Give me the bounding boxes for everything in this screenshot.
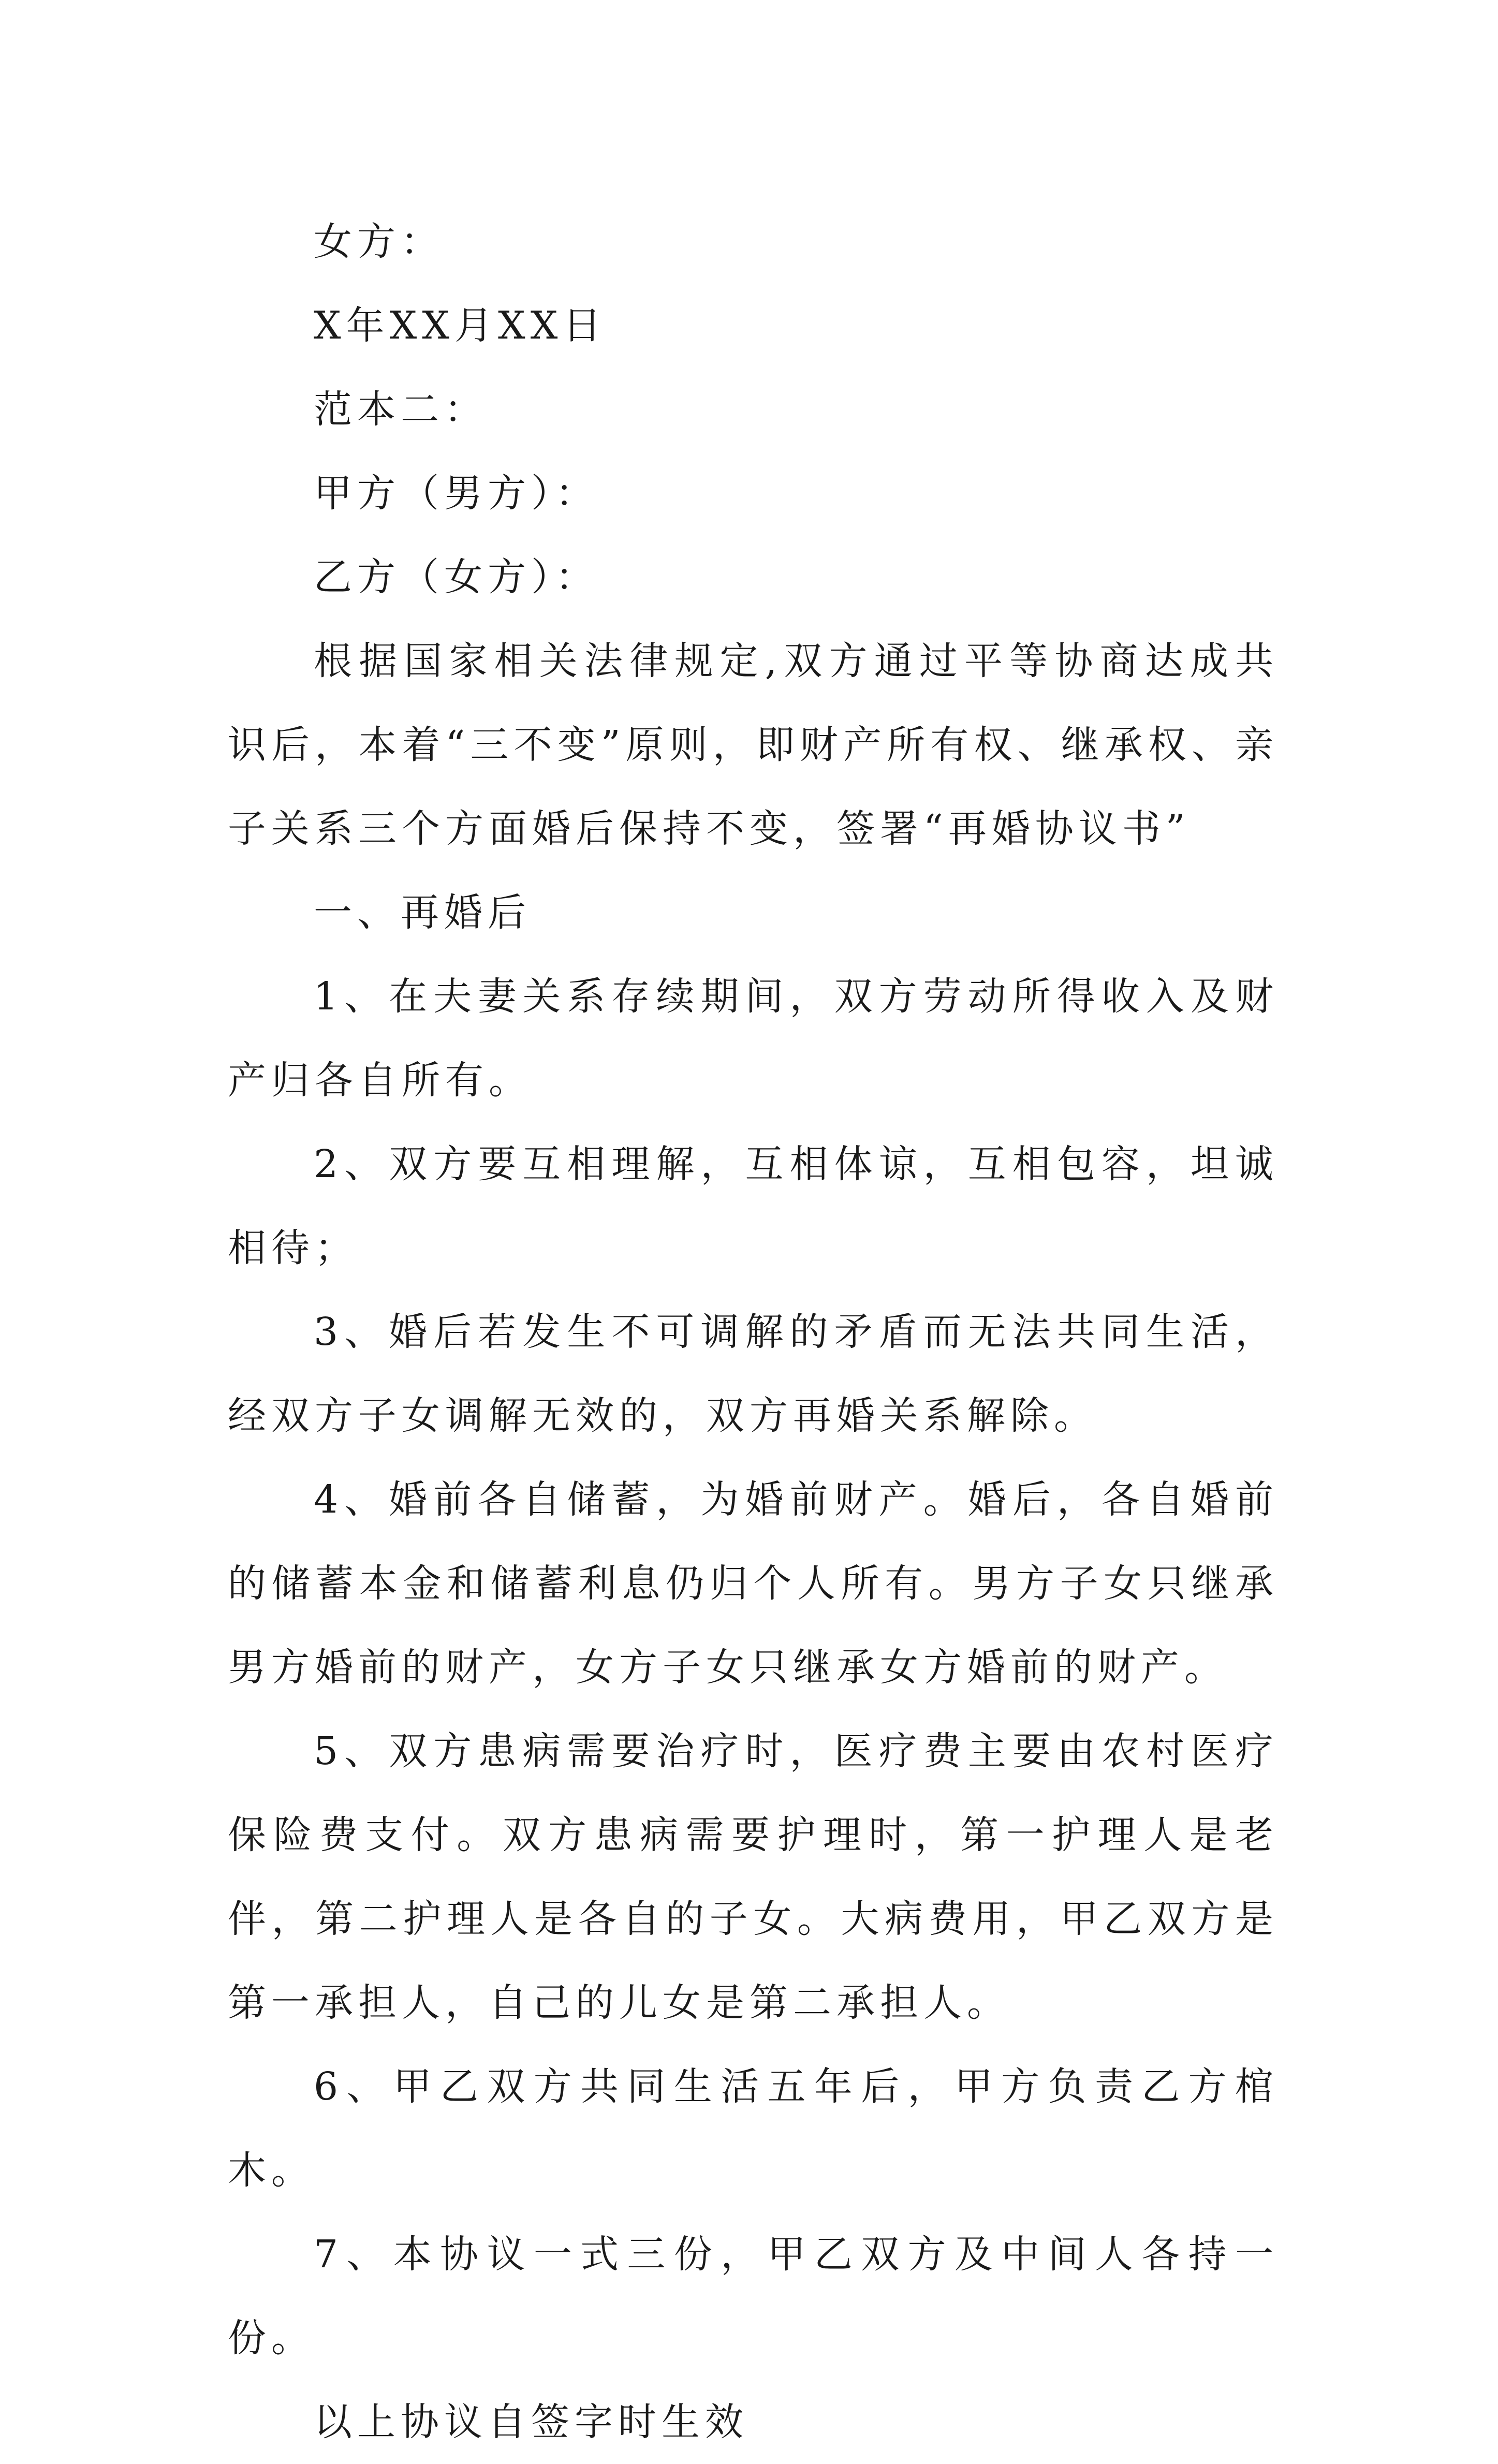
- party-b-line: 乙方（女方）：: [314, 555, 599, 599]
- clause-4: 4、婚前各自储蓄，为婚前财产。婚后，各自婚前的储蓄本金和储蓄利息仍归个人所有。男方子女只继承男方婚前的财产，女方子女只继承女方婚前的财产。: [228, 1477, 1279, 1690]
- clause-1: 1、在夫妻关系存续期间，双方劳动所得收入及财产归各自所有。: [228, 974, 1279, 1103]
- date-line: X年XX月XX日: [314, 303, 607, 348]
- clause-7: 7、本协议一式三份，甲乙双方及中间人各持一份。: [228, 2232, 1279, 2360]
- section-heading: 一、再婚后: [314, 890, 531, 935]
- party-a-line: 甲方（男方）：: [314, 471, 599, 516]
- clause-5: 5、双方患病需要治疗时，医疗费主要由农村医疗保险费支付。双方患病需要护理时，第一护理人是老伴，第二护理人是各自的子女。大病费用，甲乙双方是第一承担人，自己的儿女是第二承担人。: [228, 1729, 1279, 2025]
- closing-line: 以上协议自签字时生效: [314, 2400, 748, 2444]
- intro-paragraph: 根据国家相关法律规定,双方通过平等协商达成共识后，本着“三不变”原则，即财产所有权、继承权、亲子关系三个方面婚后保持不变，签署“再婚协议书”: [228, 639, 1279, 851]
- wife-signature-line: 女方：: [314, 219, 444, 264]
- clause-3: 3、婚后若发生不可调解的矛盾而无法共同生活，经双方子女调解无效的，双方再婚关系解除。: [228, 1310, 1279, 1438]
- clause-6: 6、甲乙双方共同生活五年后，甲方负责乙方棺木。: [228, 2064, 1279, 2193]
- document-body: [228, 200, 1279, 2464]
- template-two-heading: 范本二：: [314, 387, 488, 432]
- clause-2: 2、双方要互相理解，互相体谅，互相包容，坦诚相待；: [228, 1142, 1279, 1270]
